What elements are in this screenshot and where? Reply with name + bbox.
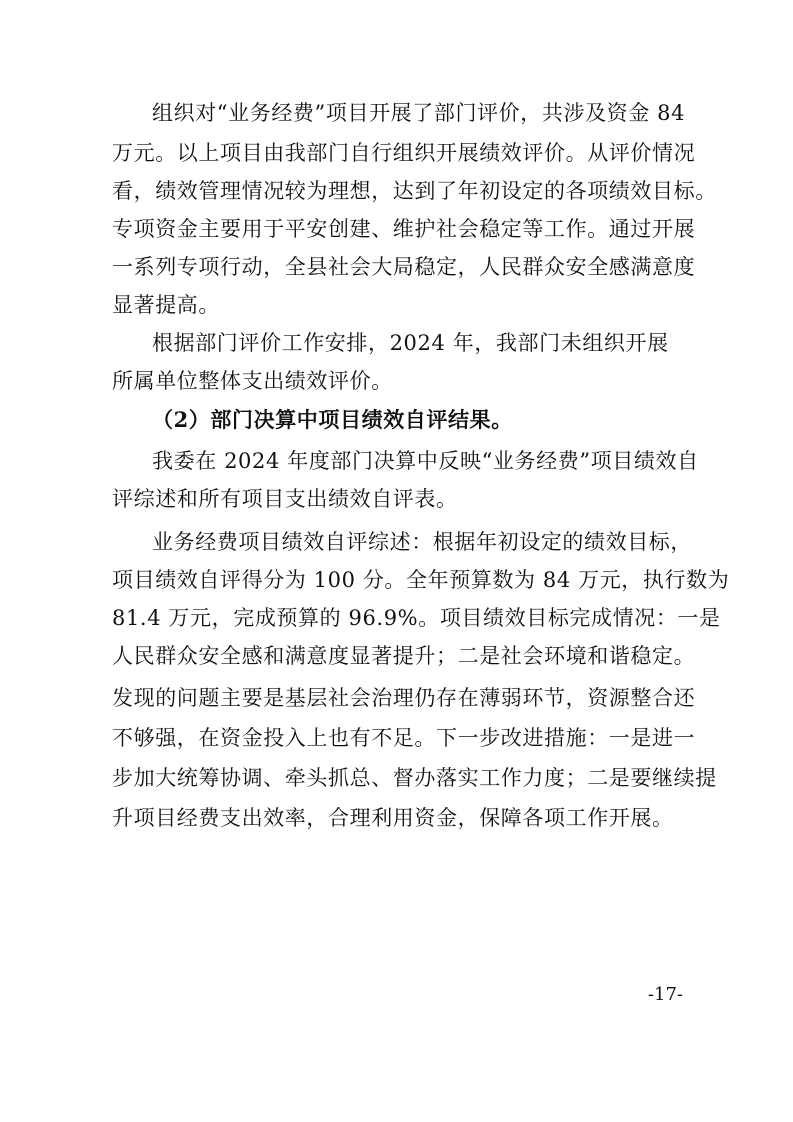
paragraph-line: 我委在 2024 年度部门决算中反映“业务经费”项目绩效自	[152, 449, 699, 473]
paragraph-line: 发现的问题主要是基层社会治理仍存在薄弱环节，资源整合还	[112, 686, 696, 710]
paragraph-line: 看，绩效管理情况较为理想，达到了年初设定的各项绩效目标。	[112, 179, 717, 203]
paragraph-line: 升项目经费支出效率，合理利用资金，保障各项工作开展。	[112, 806, 674, 830]
paragraph-line: 显著提高。	[112, 293, 220, 317]
paragraph-line: 不够强，在资金投入上也有不足。下一步改进措施：一是进一	[112, 726, 696, 750]
paragraph-line: 一系列专项行动，全县社会大局稳定，人民群众安全感满意度	[112, 255, 696, 279]
paragraph-line: 万元。以上项目由我部门自行组织开展绩效评价。从评价情况	[112, 141, 696, 165]
page-number: -17-	[647, 984, 683, 1005]
paragraph-line: 步加大统筹协调、牵头抓总、督办落实工作力度；二是要继续提	[112, 766, 717, 790]
paragraph-line: 项目绩效自评得分为 100 分。全年预算数为 84 万元，执行数为	[112, 568, 730, 592]
paragraph-line: 根据部门评价工作安排，2024 年，我部门未组织开展	[152, 331, 669, 355]
paragraph-line: 81.4 万元，完成预算的 96.9%。项目绩效目标完成情况：一是	[112, 606, 721, 630]
paragraph-line: 所属单位整体支出绩效评价。	[112, 369, 393, 393]
paragraph-line: 组织对“业务经费”项目开展了部门评价，共涉及资金 84	[152, 101, 686, 125]
paragraph-line: 人民群众安全感和满意度显著提升；二是社会环境和谐稳定。	[112, 644, 696, 668]
paragraph-line: 专项资金主要用于平安创建、维护社会稳定等工作。通过开展	[112, 217, 696, 241]
paragraph-line: 业务经费项目绩效自评综述：根据年初设定的绩效目标，	[152, 530, 692, 554]
paragraph-line: 评综述和所有项目支出绩效自评表。	[112, 487, 458, 511]
section-heading: （2）部门决算中项目绩效自评结果。	[152, 407, 513, 432]
